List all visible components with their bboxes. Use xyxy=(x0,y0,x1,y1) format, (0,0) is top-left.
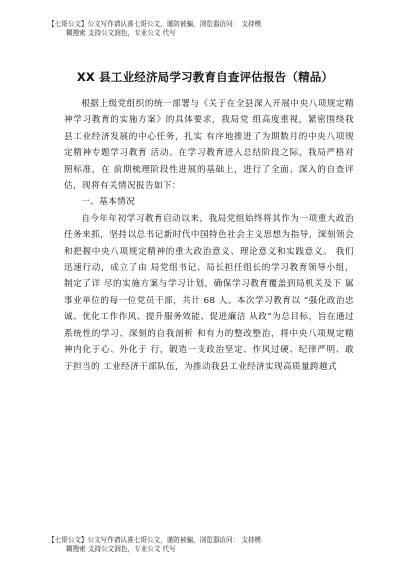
banner-top-line1: 【七哥公文】公文写作请认准七哥公文，谨防被骗，浏览器访问： 支持模 xyxy=(48,20,262,28)
document-body xyxy=(64,96,354,375)
banner-top-line2: 糊搜索 支持公文润色，专业公文 代写 xyxy=(66,29,176,37)
watermark-banner-bottom xyxy=(48,536,378,554)
watermark-banner-top xyxy=(48,20,378,38)
banner-bottom-line2: 糊搜索 支持公文润色，专业公文 代写 xyxy=(66,545,176,553)
banner-bottom-line1: 【七哥公文】公文写作请认准七哥公文，谨防被骗，浏览器访问： 支持模 xyxy=(48,536,262,544)
section-paragraph: 自今年年初学习教育启动以来，我局党组始终将其作为一项重大政治任务来抓，坚持以总书记新时代中国特色社会主义思想为指导，深刻领会和把握中央八项规定精神的重大政治意义、理论意义和实践意义。 我们迅速行动，成立了由 局党组书记、局长担任组长的学习教育领导小组，制定了详 尽的实施方案与学习计划，确保学习教育覆盖到局机关及下 属事业单位的每一位党员干部，共计 68 人。本次学习教育以 “强化政治忠诚、优化工作作风、提升服务效能、促进廉洁 从政”为总目标，旨在通过系统性的学习、深刻的自我剖析 和有力的整改整治，将中央八项规定精神内化于心、外化于 行，锻造一支政治坚定、作风过硬、纪律严明、敢于担当的 工业经济干部队伍，为推动我县工业经济实现高质量跨越式 xyxy=(64,213,354,372)
intro-paragraph: 根据上级党组织的统一部署与《关于在全县深入开展中央八项规定精神学习教育的实施方案》的具体要求，我局党 组高度重视，紧密围绕我县工业经济发展的中心任务，扎实 有序地推进了为期数月的中央八项规定精神专题学习教育 活动。在学习教育进入总结阶段之际，我局严格对照标准，在 前期梳理阶段性进展的基础上，进行了全面、深入的自查评 估，现将有关情况报告如下： xyxy=(64,99,354,192)
document-title: XX 县工业经济局学习教育自查评估报告（精品） xyxy=(76,70,334,84)
section-heading: 一、基本情况 xyxy=(81,197,136,208)
